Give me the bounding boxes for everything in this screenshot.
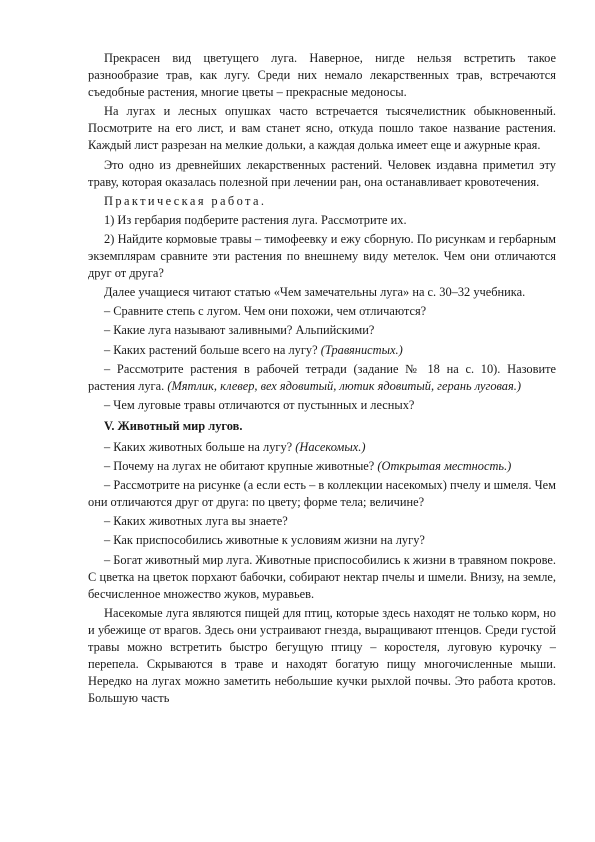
question-text: – Как приспособились животные к условиям жизни на лугу?: [104, 533, 425, 548]
question-item: [88, 532, 556, 549]
paragraph-medicinal: Это одно из древнейших лекарственных растений. Человек издавна приметил эту траву, которая оказалась полезной при лечении ран, она останавливает кровотечения.: [88, 157, 556, 189]
question-text: – Чем луговые травы отличаются от пустынных и лесных?: [104, 397, 415, 412]
paragraph-yarrow: На лугах и лесных опушках часто встречается тысячелистник обыкновенный. Посмотрите на его лист, и вам станет ясно, откуда пошло такое название растения. Каждый лист разрезан на мелкие дольки, а каждая долька имеет еще и ажурные края.: [88, 104, 556, 153]
question-item: [88, 513, 556, 530]
question-text: – Сравните степь с лугом. Чем они похожи, чем отличаются?: [104, 304, 427, 319]
practical-item-1: 1) Из гербария подберите растения луга. Рассмотрите их.: [104, 212, 407, 227]
question-item: [88, 397, 556, 414]
paragraph-intro: Прекрасен вид цветущего луга. Наверное, нигде нельзя встретить такое разнообразие трав, как лугу. Среди них немало лекарственных трав, встречаются съедобные растения, многие цветы – прекрасные медоносы.: [88, 51, 556, 100]
question-item: [88, 477, 556, 511]
answer-text: (Открытая местность.): [377, 459, 512, 474]
question-item: [88, 552, 556, 603]
question-text: – Каких животных луга вы знаете?: [104, 514, 288, 529]
answer-text: (Травянистых.): [320, 342, 403, 357]
practical-work-title: Практическая работа.: [104, 193, 267, 208]
question-text: – Рассмотрите растения в рабочей тетради (задание № 18 на с. 10). Назовите растения луга.: [88, 361, 556, 393]
question-item: [88, 322, 556, 339]
question-item: [88, 303, 556, 320]
paragraph-closing: Насекомые луга являются пищей для птиц, которые здесь находят не только корм, но и убежище от врагов. Здесь они устраивают гнезда, выращивают птенцов. Среди густой травы можно встретить быстро бегущую птицу – коростеля, луговую курочку – перепела. Скрываются в траве и находят богатую пищу многочисленные мыши. Нередко на лугах можно заметить небольшие кучки рыхлой почвы. Это работа кротов. Большую часть: [88, 605, 556, 706]
answer-text: (Мятлик, клевер, вех ядовитый, лютик ядовитый, герань луговая.): [167, 378, 521, 393]
question-item: [88, 439, 556, 456]
question-text: – Какие луга называют заливными? Альпийскими?: [104, 323, 375, 338]
question-text: – Каких животных больше на лугу?: [104, 439, 296, 454]
document-page: [88, 50, 556, 709]
question-item: [88, 458, 556, 475]
reading-assignment: Далее учащиеся читают статью «Чем замечательны луга» на с. 30–32 учебника.: [104, 285, 526, 300]
question-text: – Почему на лугах не обитают крупные животные?: [104, 459, 378, 474]
section-heading: V. Животный мир лугов.: [104, 418, 243, 433]
question-item: [88, 361, 556, 395]
practical-item-2: 2) Найдите кормовые травы – тимофеевку и ежу сборную. По рисункам и гербарным экземплярам сравните эти растения по внешнему виду метелок. Чем они отличаются друг от друга?: [88, 231, 556, 281]
question-text: – Каких растений больше всего на лугу?: [104, 342, 321, 357]
question-text: – Рассмотрите на рисунке (а если есть – в коллекции насекомых) пчелу и шмеля. Чем они отличаются друг от друга: по цвету; форме тела; величине?: [88, 478, 556, 510]
question-item: [88, 342, 556, 359]
question-text: – Богат животный мир луга. Животные приспособились к жизни в травяном покрове. С цветка на цветок порхают бабочки, собирают нектар пчелы и шмели. Внизу, на земле, бесчисленное множество жуков, муравьев.: [88, 552, 556, 601]
answer-text: (Насекомых.): [295, 439, 366, 454]
